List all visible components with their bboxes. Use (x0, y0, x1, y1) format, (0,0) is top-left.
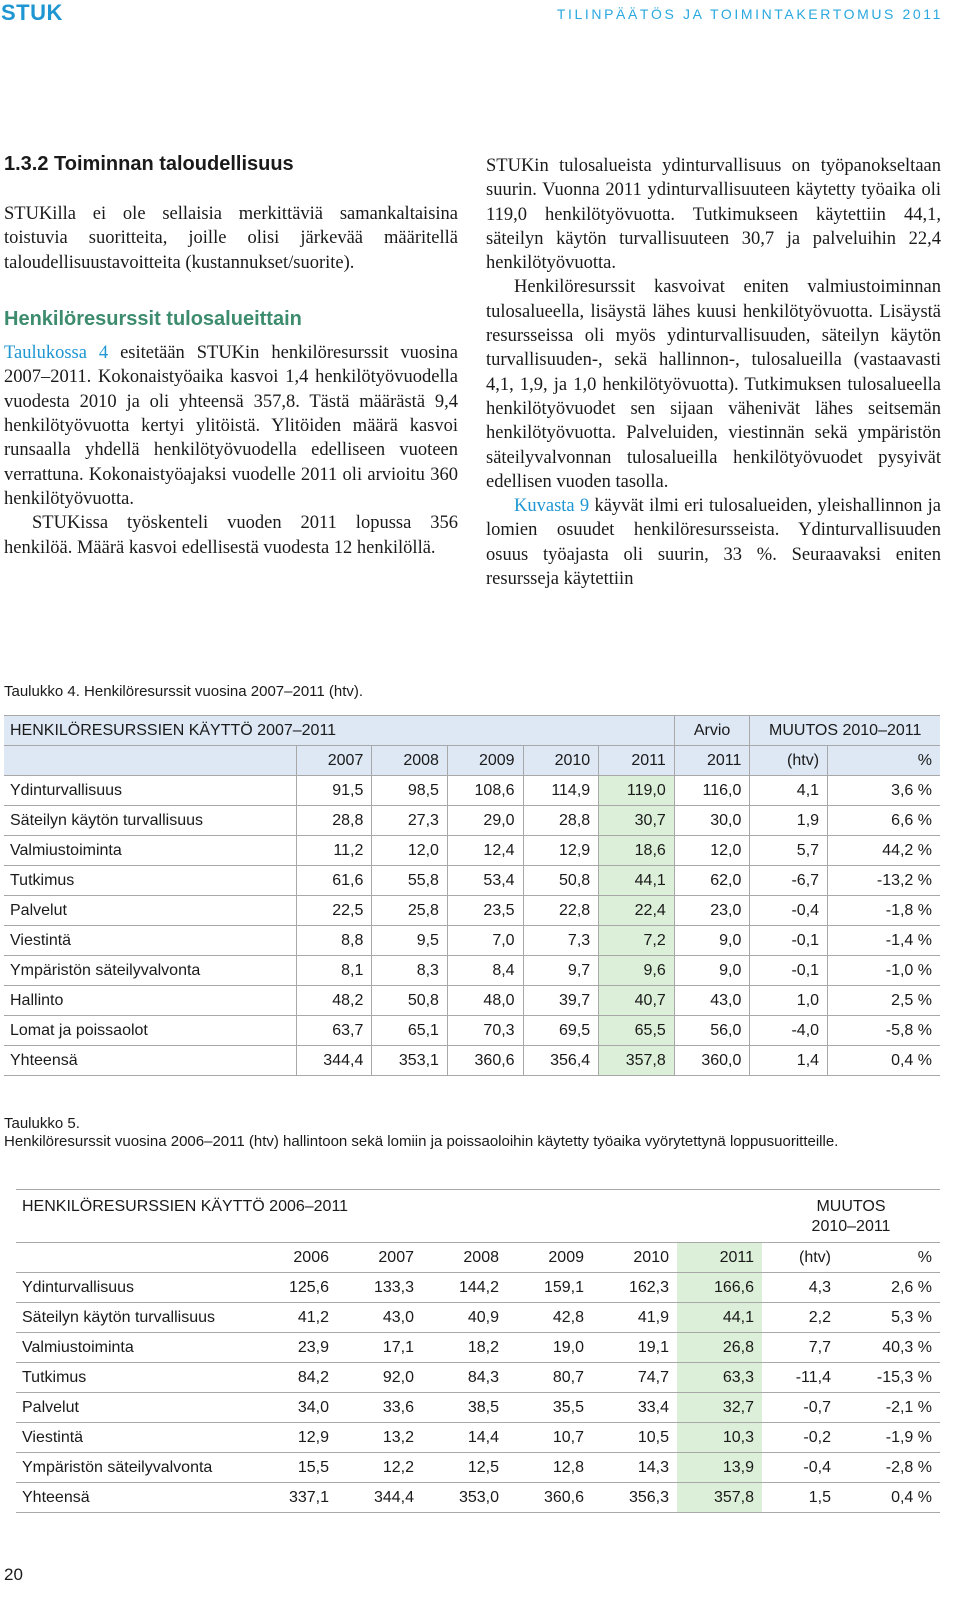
table-5-cell: 133,3 (337, 1273, 422, 1303)
table-4-cell: 1,9 (750, 806, 828, 836)
table-4-row-label: Lomat ja poissaolot (4, 1016, 296, 1046)
table-5-cell: 144,2 (422, 1273, 507, 1303)
table-4-row-label: Viestintä (4, 926, 296, 956)
table-4-cell: 22,5 (296, 896, 372, 926)
table-4-cell: 360,0 (674, 1046, 750, 1076)
table-5-cell: 32,7 (677, 1393, 762, 1423)
table-4-cell: 29,0 (447, 806, 523, 836)
intro-paragraph: STUKilla ei ole sellaisia merkittäviä samankaltaisina toistuvia suoritteita, joille olisi järkevää määritellä taloudellisuustavoitteita (kustannukset/suorite). (4, 204, 458, 273)
table-5-row (16, 1303, 940, 1333)
table-4-column-header: 2010 (523, 746, 599, 776)
table-4-cell: -0,1 (750, 956, 828, 986)
table-4-cell: 116,0 (674, 776, 750, 806)
table-5-cell: 40,3 % (839, 1333, 940, 1363)
table-5-column-header: 2010 (592, 1243, 677, 1273)
table-4-cell: 44,2 % (828, 836, 940, 866)
table-5-cell: 10,7 (507, 1423, 592, 1453)
table-5-cell: -0,4 (762, 1453, 839, 1483)
table-5-cell: 19,1 (592, 1333, 677, 1363)
table-5-row (16, 1423, 940, 1453)
table-4-column-header: 2009 (447, 746, 523, 776)
table-5-cell: 1,5 (762, 1483, 839, 1513)
table-5-cell: 12,9 (252, 1423, 337, 1453)
paragraph-2: STUKissa työskenteli vuoden 2011 lopussa 356 henkilöä. Määrä kasvoi edellisestä vuodesta 12 henkilöllä. (4, 513, 458, 558)
table-4-row (4, 956, 940, 986)
table-4-caption: Taulukko 4. Henkilöresurssit vuosina 2007–2011 (htv). (4, 683, 364, 700)
table-4-cell: 7,2 (599, 926, 675, 956)
paragraph-1: Taulukossa 4 esitetään STUKin henkilöresurssit vuosina 2007–2011. Kokonaistyöaika kasvoi 1,4 henkilötyövuodella vuodesta 2010 ja oli yhteensä 357,8. Tästä määrästä 9,4 henkilötyövuotta kertyi ylitöistä. Ylitöiden määrä kasvoi runsaalla yhdellä henkilötyövuodella edelliseen vuoteen verrattuna. Kokonaistyöajaksi vuodelle 2011 oli arvioitu 360 henkilötyövuotta. (4, 343, 458, 509)
table-5-cell: 33,4 (592, 1393, 677, 1423)
table-5-cell: 4,3 (762, 1273, 839, 1303)
table-4-column-header: 2011 (674, 746, 750, 776)
table-5-cell: 357,8 (677, 1483, 762, 1513)
paragraph-r3: Kuvasta 9 käyvät ilmi eri tulosalueiden, yleishallinnon ja lomien osuudet henkilöresursseista. Ydinturvallisuuden osuus työajasta oli suurin, 33 %. Seuraavaksi eniten resursseja käytettiin (486, 496, 941, 590)
table-4-cell: 27,3 (372, 806, 448, 836)
figure-9-link[interactable]: Kuvasta 9 (514, 496, 590, 517)
table-4-cell: 69,5 (523, 1016, 599, 1046)
table-5-title: HENKILÖRESURSSIEN KÄYTTÖ 2006–2011 (16, 1190, 592, 1243)
table-5-cell: 40,9 (422, 1303, 507, 1333)
table-5-cell: 23,9 (252, 1333, 337, 1363)
table-5-cell: 14,4 (422, 1423, 507, 1453)
table-4-cell: 9,7 (523, 956, 599, 986)
table-5-row-label: Viestintä (16, 1423, 252, 1453)
table-5-cell: 0,4 % (839, 1483, 940, 1513)
table-4-column-header: 2011 (599, 746, 675, 776)
table-4-row (4, 776, 940, 806)
table-5-cell: 74,7 (592, 1363, 677, 1393)
table-5-cell: -0,7 (762, 1393, 839, 1423)
table-4-cell: -0,4 (750, 896, 828, 926)
table-5-cell: 33,6 (337, 1393, 422, 1423)
table-4-cell: 8,8 (296, 926, 372, 956)
table-4-cell: 56,0 (674, 1016, 750, 1046)
table-4-row (4, 1016, 940, 1046)
table-4-cell: 12,4 (447, 836, 523, 866)
table-4-row-label: Tutkimus (4, 866, 296, 896)
table-5-row (16, 1453, 940, 1483)
table-4-cell: 11,2 (296, 836, 372, 866)
table-4-cell: 12,0 (674, 836, 750, 866)
table-4-cell: 1,0 (750, 986, 828, 1016)
table-4-cell: -1,4 % (828, 926, 940, 956)
table-4-cell: 30,0 (674, 806, 750, 836)
table-4-cell: 3,6 % (828, 776, 940, 806)
table-5-cell: -11,4 (762, 1363, 839, 1393)
table-4-cell: 18,6 (599, 836, 675, 866)
table-4-cell: 43,0 (674, 986, 750, 1016)
table-5-cell: 38,5 (422, 1393, 507, 1423)
table-5-cell: -2,1 % (839, 1393, 940, 1423)
table-4-cell: 9,0 (674, 926, 750, 956)
table-4-column-header: (htv) (750, 746, 828, 776)
table-4-cell: 344,4 (296, 1046, 372, 1076)
table-5-row-label: Ydinturvallisuus (16, 1273, 252, 1303)
table-4-title-row (4, 716, 940, 746)
table-5-cell: 84,3 (422, 1363, 507, 1393)
table-4-cell: 5,7 (750, 836, 828, 866)
table-5-row (16, 1393, 940, 1423)
table-5-cell: 12,2 (337, 1453, 422, 1483)
table-4-cell: 7,3 (523, 926, 599, 956)
table-5-cell: 353,0 (422, 1483, 507, 1513)
table-4-change-label: MUUTOS 2010–2011 (750, 716, 940, 746)
table-5-row-label: Yhteensä (16, 1483, 252, 1513)
table-4-link[interactable]: Taulukossa 4 (4, 343, 109, 364)
table-4-row-label: Palvelut (4, 896, 296, 926)
table-4-cell: 44,1 (599, 866, 675, 896)
table-4-cell: -6,7 (750, 866, 828, 896)
table-4-row (4, 1046, 940, 1076)
table-5-cell: 162,3 (592, 1273, 677, 1303)
table-4-cell: 357,8 (599, 1046, 675, 1076)
table-4-cell: 48,0 (447, 986, 523, 1016)
table-4-title: HENKILÖRESURSSIEN KÄYTTÖ 2007–2011 (4, 716, 674, 746)
table-4-header-row (4, 746, 940, 776)
table-4-cell: -1,8 % (828, 896, 940, 926)
table-4-cell: 8,3 (372, 956, 448, 986)
table-5-row-label: Säteilyn käytön turvallisuus (16, 1303, 252, 1333)
table-4-cell: 9,6 (599, 956, 675, 986)
table-4-cell: -4,0 (750, 1016, 828, 1046)
table-5-cell: 41,9 (592, 1303, 677, 1333)
table-4-cell: 1,4 (750, 1046, 828, 1076)
table-5-column-header: (htv) (762, 1243, 839, 1273)
table-4-cell: 65,5 (599, 1016, 675, 1046)
table-5-cell: 44,1 (677, 1303, 762, 1333)
table-5-row-label: Valmiustoiminta (16, 1333, 252, 1363)
table-5-cell: 12,8 (507, 1453, 592, 1483)
table-4-cell: 39,7 (523, 986, 599, 1016)
table-4-row (4, 926, 940, 956)
table-4-row (4, 986, 940, 1016)
table-4-cell: -13,2 % (828, 866, 940, 896)
table-4-cell: 61,6 (296, 866, 372, 896)
table-5-cell: 337,1 (252, 1483, 337, 1513)
table-5-column-header: 2006 (252, 1243, 337, 1273)
table-5-cell: 63,3 (677, 1363, 762, 1393)
table-5-cell: 92,0 (337, 1363, 422, 1393)
table-4-cell: 8,1 (296, 956, 372, 986)
table-5-row (16, 1333, 940, 1363)
table-4-cell: 28,8 (523, 806, 599, 836)
table-4-column-header: 2008 (372, 746, 448, 776)
table-5-cell: 13,2 (337, 1423, 422, 1453)
table-4-row-label: Hallinto (4, 986, 296, 1016)
table-4-cell: 6,6 % (828, 806, 940, 836)
table-4-cell: 12,9 (523, 836, 599, 866)
table-5-cell: 80,7 (507, 1363, 592, 1393)
report-title: TILINPÄÄTÖS JA TOIMINTAKERTOMUS 2011 (556, 6, 943, 22)
table-4-cell: 23,5 (447, 896, 523, 926)
table-5-cell: 15,5 (252, 1453, 337, 1483)
table-5-cell: 7,7 (762, 1333, 839, 1363)
table-4-cell: 63,7 (296, 1016, 372, 1046)
table-5-cell: 344,4 (337, 1483, 422, 1513)
table-5-change-label: MUUTOS 2010–2011 (762, 1190, 940, 1243)
table-5-header-empty (16, 1243, 252, 1273)
paragraph-r2: Henkilöresurssit kasvoivat eniten valmiustoiminnan tulosalueella, lisäystä lähes kuusi henkilötyövuotta. Lisäystä resursseissa oli myös ydinturvallisuuden, säteilyn käytön turvallisuuden-, sekä hallinnon-, tulosalueilla (vastaavasti 4,1, 1,9, ja 1,0 henkilötyövuotta). Tutkimuksen tulosalueella henkilötyövuodet sen sijaan vähenivät lähes seitsemän henkilötyövuotta. Palveluiden, viestinnän sekä ympäristön säteilyvalvonnan tulosalueilla henkilötyövuodet pysyivät edellisen vuoden tasolla. (486, 277, 941, 492)
table-4-cell: 48,2 (296, 986, 372, 1016)
table-4-cell: 4,1 (750, 776, 828, 806)
right-column (486, 154, 941, 591)
paragraph-r1: STUKin tulosalueista ydinturvallisuus on työpanokseltaan suurin. Vuonna 2011 ydinturvallisuuteen käytetty työaika oli 119,0 henkilötyövuotta. Tutkimukseen käytettiin 44,1, säteilyn käytön turvallisuuteen 30,7 ja palveluihin 22,4 henkilötyövuotta. (486, 156, 941, 274)
table-4-row (4, 866, 940, 896)
table-5-title-row (16, 1190, 940, 1243)
table-4-cell: 108,6 (447, 776, 523, 806)
table-4-cell: -5,8 % (828, 1016, 940, 1046)
table-5-cell: 35,5 (507, 1393, 592, 1423)
table-4-cell: -1,0 % (828, 956, 940, 986)
table-4-cell: 50,8 (523, 866, 599, 896)
table-4-row (4, 836, 940, 866)
table-4-cell: 0,4 % (828, 1046, 940, 1076)
table-4-estimate-label: Arvio (674, 716, 750, 746)
table-4-cell: 114,9 (523, 776, 599, 806)
table-4-cell: 25,8 (372, 896, 448, 926)
table-4-row-label: Ydinturvallisuus (4, 776, 296, 806)
table-4-row-label: Yhteensä (4, 1046, 296, 1076)
table-4-cell: 28,8 (296, 806, 372, 836)
table-5-cell: 18,2 (422, 1333, 507, 1363)
table-5-cell: 356,3 (592, 1483, 677, 1513)
table-4-cell: 98,5 (372, 776, 448, 806)
table-4-cell: 65,1 (372, 1016, 448, 1046)
table-5-cell: 42,8 (507, 1303, 592, 1333)
table-4-row-label: Ympäristön säteilyvalvonta (4, 956, 296, 986)
table-4-cell: 2,5 % (828, 986, 940, 1016)
section-title: 1.3.2 Toiminnan taloudellisuus (4, 153, 294, 175)
table-5-column-header: 2007 (337, 1243, 422, 1273)
table-4-cell: 360,6 (447, 1046, 523, 1076)
table-4-cell: 23,0 (674, 896, 750, 926)
table-4-column-header: 2007 (296, 746, 372, 776)
table-5-column-header: % (839, 1243, 940, 1273)
table-5-cell: 19,0 (507, 1333, 592, 1363)
table-5-row (16, 1483, 940, 1513)
stuk-logo: STUK (1, 0, 63, 25)
table-5-cell: -0,2 (762, 1423, 839, 1453)
table-4-cell: 30,7 (599, 806, 675, 836)
table-4-cell: 356,4 (523, 1046, 599, 1076)
table-4-column-header: % (828, 746, 940, 776)
table-4-cell: 353,1 (372, 1046, 448, 1076)
table-5-cell: 159,1 (507, 1273, 592, 1303)
table-4-row-label: Säteilyn käytön turvallisuus (4, 806, 296, 836)
table-5-row (16, 1363, 940, 1393)
table-4-cell: 7,0 (447, 926, 523, 956)
left-column (4, 202, 458, 560)
table-5-header-row (16, 1243, 940, 1273)
table-5-cell: 43,0 (337, 1303, 422, 1333)
table-4-cell: 22,8 (523, 896, 599, 926)
subheading: Henkilöresurssit tulosalueittain (4, 307, 302, 330)
table-5-caption: Taulukko 5. Henkilöresurssit vuosina 2006–2011 (htv) hallintoon sekä lomiin ja poissaoloihin käytetty työaika vyörytettynä loppusuoritteille. (4, 1115, 839, 1150)
table-4-header-empty (4, 746, 296, 776)
table-4-cell: 70,3 (447, 1016, 523, 1046)
table-5 (16, 1189, 940, 1513)
table-5-cell: 12,5 (422, 1453, 507, 1483)
table-4-row (4, 896, 940, 926)
table-5-cell: 26,8 (677, 1333, 762, 1363)
table-5-row (16, 1273, 940, 1303)
table-4-cell: 91,5 (296, 776, 372, 806)
table-4-row-label: Valmiustoiminta (4, 836, 296, 866)
table-5-row-label: Palvelut (16, 1393, 252, 1423)
table-5-cell: -1,9 % (839, 1423, 940, 1453)
table-5-cell: 13,9 (677, 1453, 762, 1483)
table-5-column-header: 2009 (507, 1243, 592, 1273)
table-5-cell: 2,6 % (839, 1273, 940, 1303)
table-5-column-header: 2011 (677, 1243, 762, 1273)
table-5-cell: 41,2 (252, 1303, 337, 1333)
table-4-cell: 9,5 (372, 926, 448, 956)
table-4-cell: 22,4 (599, 896, 675, 926)
table-5-cell: 34,0 (252, 1393, 337, 1423)
table-5-cell: 5,3 % (839, 1303, 940, 1333)
table-5-cell: 360,6 (507, 1483, 592, 1513)
table-5-cell: 10,3 (677, 1423, 762, 1453)
table-5-row-label: Ympäristön säteilyvalvonta (16, 1453, 252, 1483)
table-4-row (4, 806, 940, 836)
table-5-column-header: 2008 (422, 1243, 507, 1273)
page-number: 20 (4, 1565, 23, 1584)
table-4-cell: 12,0 (372, 836, 448, 866)
table-5-cell: 166,6 (677, 1273, 762, 1303)
table-5-cell: -15,3 % (839, 1363, 940, 1393)
table-4-cell: -0,1 (750, 926, 828, 956)
table-4-cell: 8,4 (447, 956, 523, 986)
table-4-cell: 62,0 (674, 866, 750, 896)
table-4-cell: 40,7 (599, 986, 675, 1016)
table-5-cell: 84,2 (252, 1363, 337, 1393)
table-5-cell: 2,2 (762, 1303, 839, 1333)
table-5-cell: 10,5 (592, 1423, 677, 1453)
table-4-cell: 119,0 (599, 776, 675, 806)
table-5-cell: 125,6 (252, 1273, 337, 1303)
table-4-cell: 53,4 (447, 866, 523, 896)
table-4 (4, 715, 940, 1076)
table-5-row-label: Tutkimus (16, 1363, 252, 1393)
table-5-cell: -2,8 % (839, 1453, 940, 1483)
table-4-cell: 9,0 (674, 956, 750, 986)
table-4-cell: 55,8 (372, 866, 448, 896)
table-4-cell: 50,8 (372, 986, 448, 1016)
table-5-cell: 17,1 (337, 1333, 422, 1363)
table-5-cell: 14,3 (592, 1453, 677, 1483)
